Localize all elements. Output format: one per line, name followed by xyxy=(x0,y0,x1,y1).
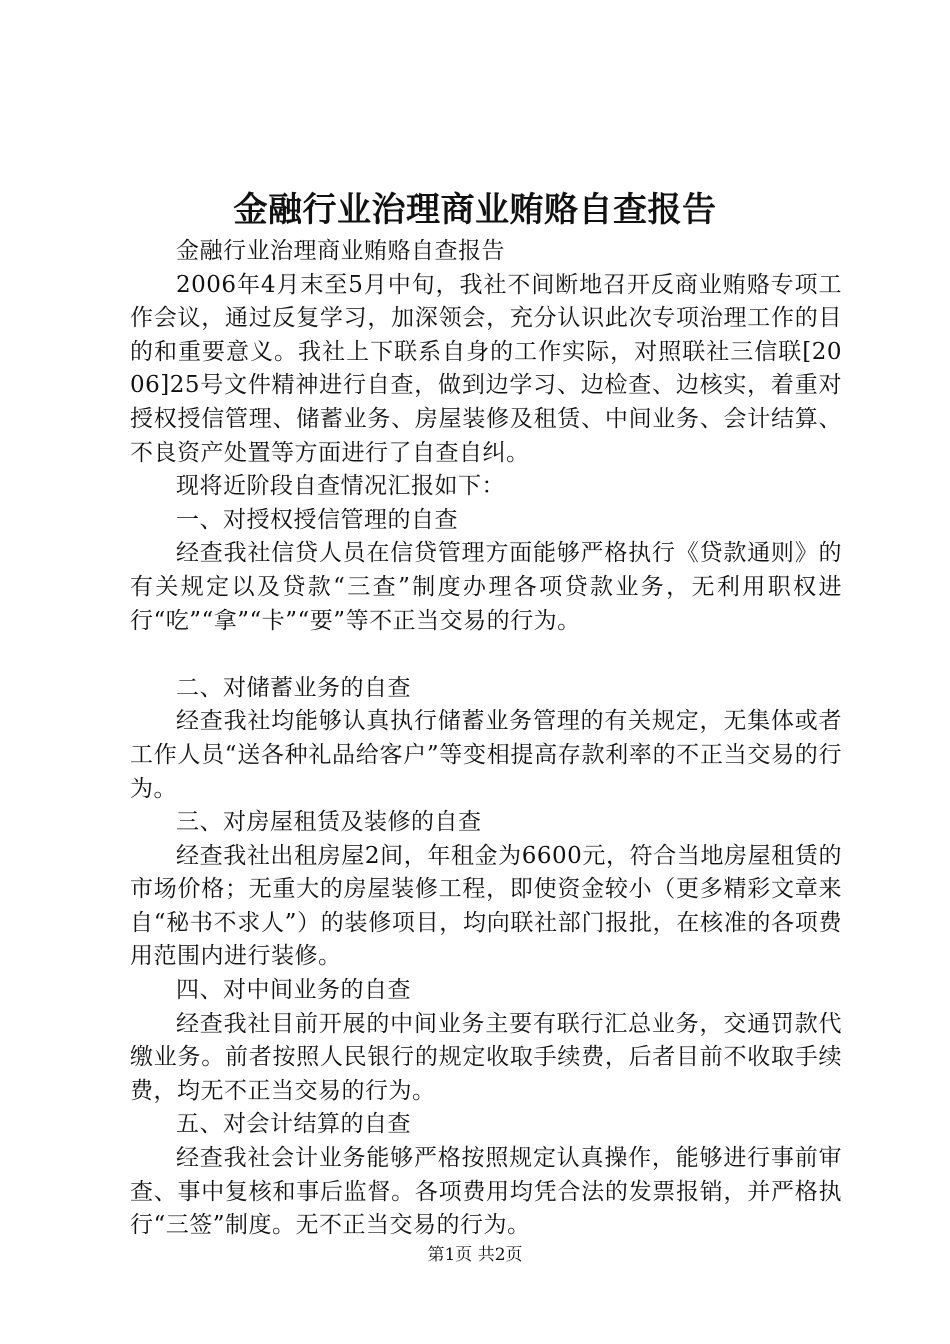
document-body xyxy=(130,235,842,1243)
section-heading-5: 五、对会计结算的自查 xyxy=(176,1111,411,1138)
section-body-4: 经查我社目前开展的中间业务主要有联行汇总业务，交通罚款代缴业务。前者按照人民银行的规定收取手续费，后者目前不收取手续费，均无不正当交易的行为。 xyxy=(130,1010,842,1104)
paragraph-summary: 现将近阶段自查情况汇报如下： xyxy=(176,473,505,500)
section-heading-4: 四、对中间业务的自查 xyxy=(176,977,411,1004)
page-number-footer: 第1页 共2页 xyxy=(427,1245,523,1265)
section-body-1: 经查我社信贷人员在信贷管理方面能够严格执行《贷款通则》的有关规定以及贷款“三查”制度办理各项贷款业务，无利用职权进行“吃”“拿”“卡”“要”等不正当交易的行为。 xyxy=(130,540,842,634)
section-heading-1: 一、对授权授信管理的自查 xyxy=(176,506,458,533)
section-body-2: 经查我社均能够认真执行储蓄业务管理的有关规定，无集体或者工作人员“送各种礼品给客户”等变相提高存款利率的不正当交易的行为。 xyxy=(130,708,842,802)
section-heading-2: 二、对储蓄业务的自查 xyxy=(176,674,411,701)
section-body-5: 经查我社会计业务能够严格按照规定认真操作，能够进行事前审查、事中复核和事后监督。各项费用均凭合法的发票报销，并严格执行“三签”制度。无不正当交易的行为。 xyxy=(130,1145,842,1239)
document-title: 金融行业治理商业贿赂自查报告 xyxy=(233,190,717,230)
paragraph-intro: 2006年4月末至5月中旬，我社不间断地召开反商业贿赂专项工作会议，通过反复学习，加深领会，充分认识此次专项治理工作的目的和重要意义。我社上下联系自身的工作实际，对照联社三信联[2006]25号文件精神进行自查，做到边学习、边检查、边核实，着重对授权授信管理、储蓄业务、房屋装修及租赁、中间业务、会计结算、不良资产处置等方面进行了自查自纠。 xyxy=(130,271,842,466)
paragraph-subtitle: 金融行业治理商业贿赂自查报告 xyxy=(176,238,505,264)
section-body-3: 经查我社出租房屋2间，年租金为6600元，符合当地房屋租赁的市场价格；无重大的房屋装修工程，即使资金较小（更多精彩文章来自“秘书不求人”）的装修项目，均向联社部门报批，在核准的各项费用范围内进行装修。 xyxy=(130,842,842,970)
section-heading-3: 三、对房屋租赁及装修的自查 xyxy=(176,809,482,836)
